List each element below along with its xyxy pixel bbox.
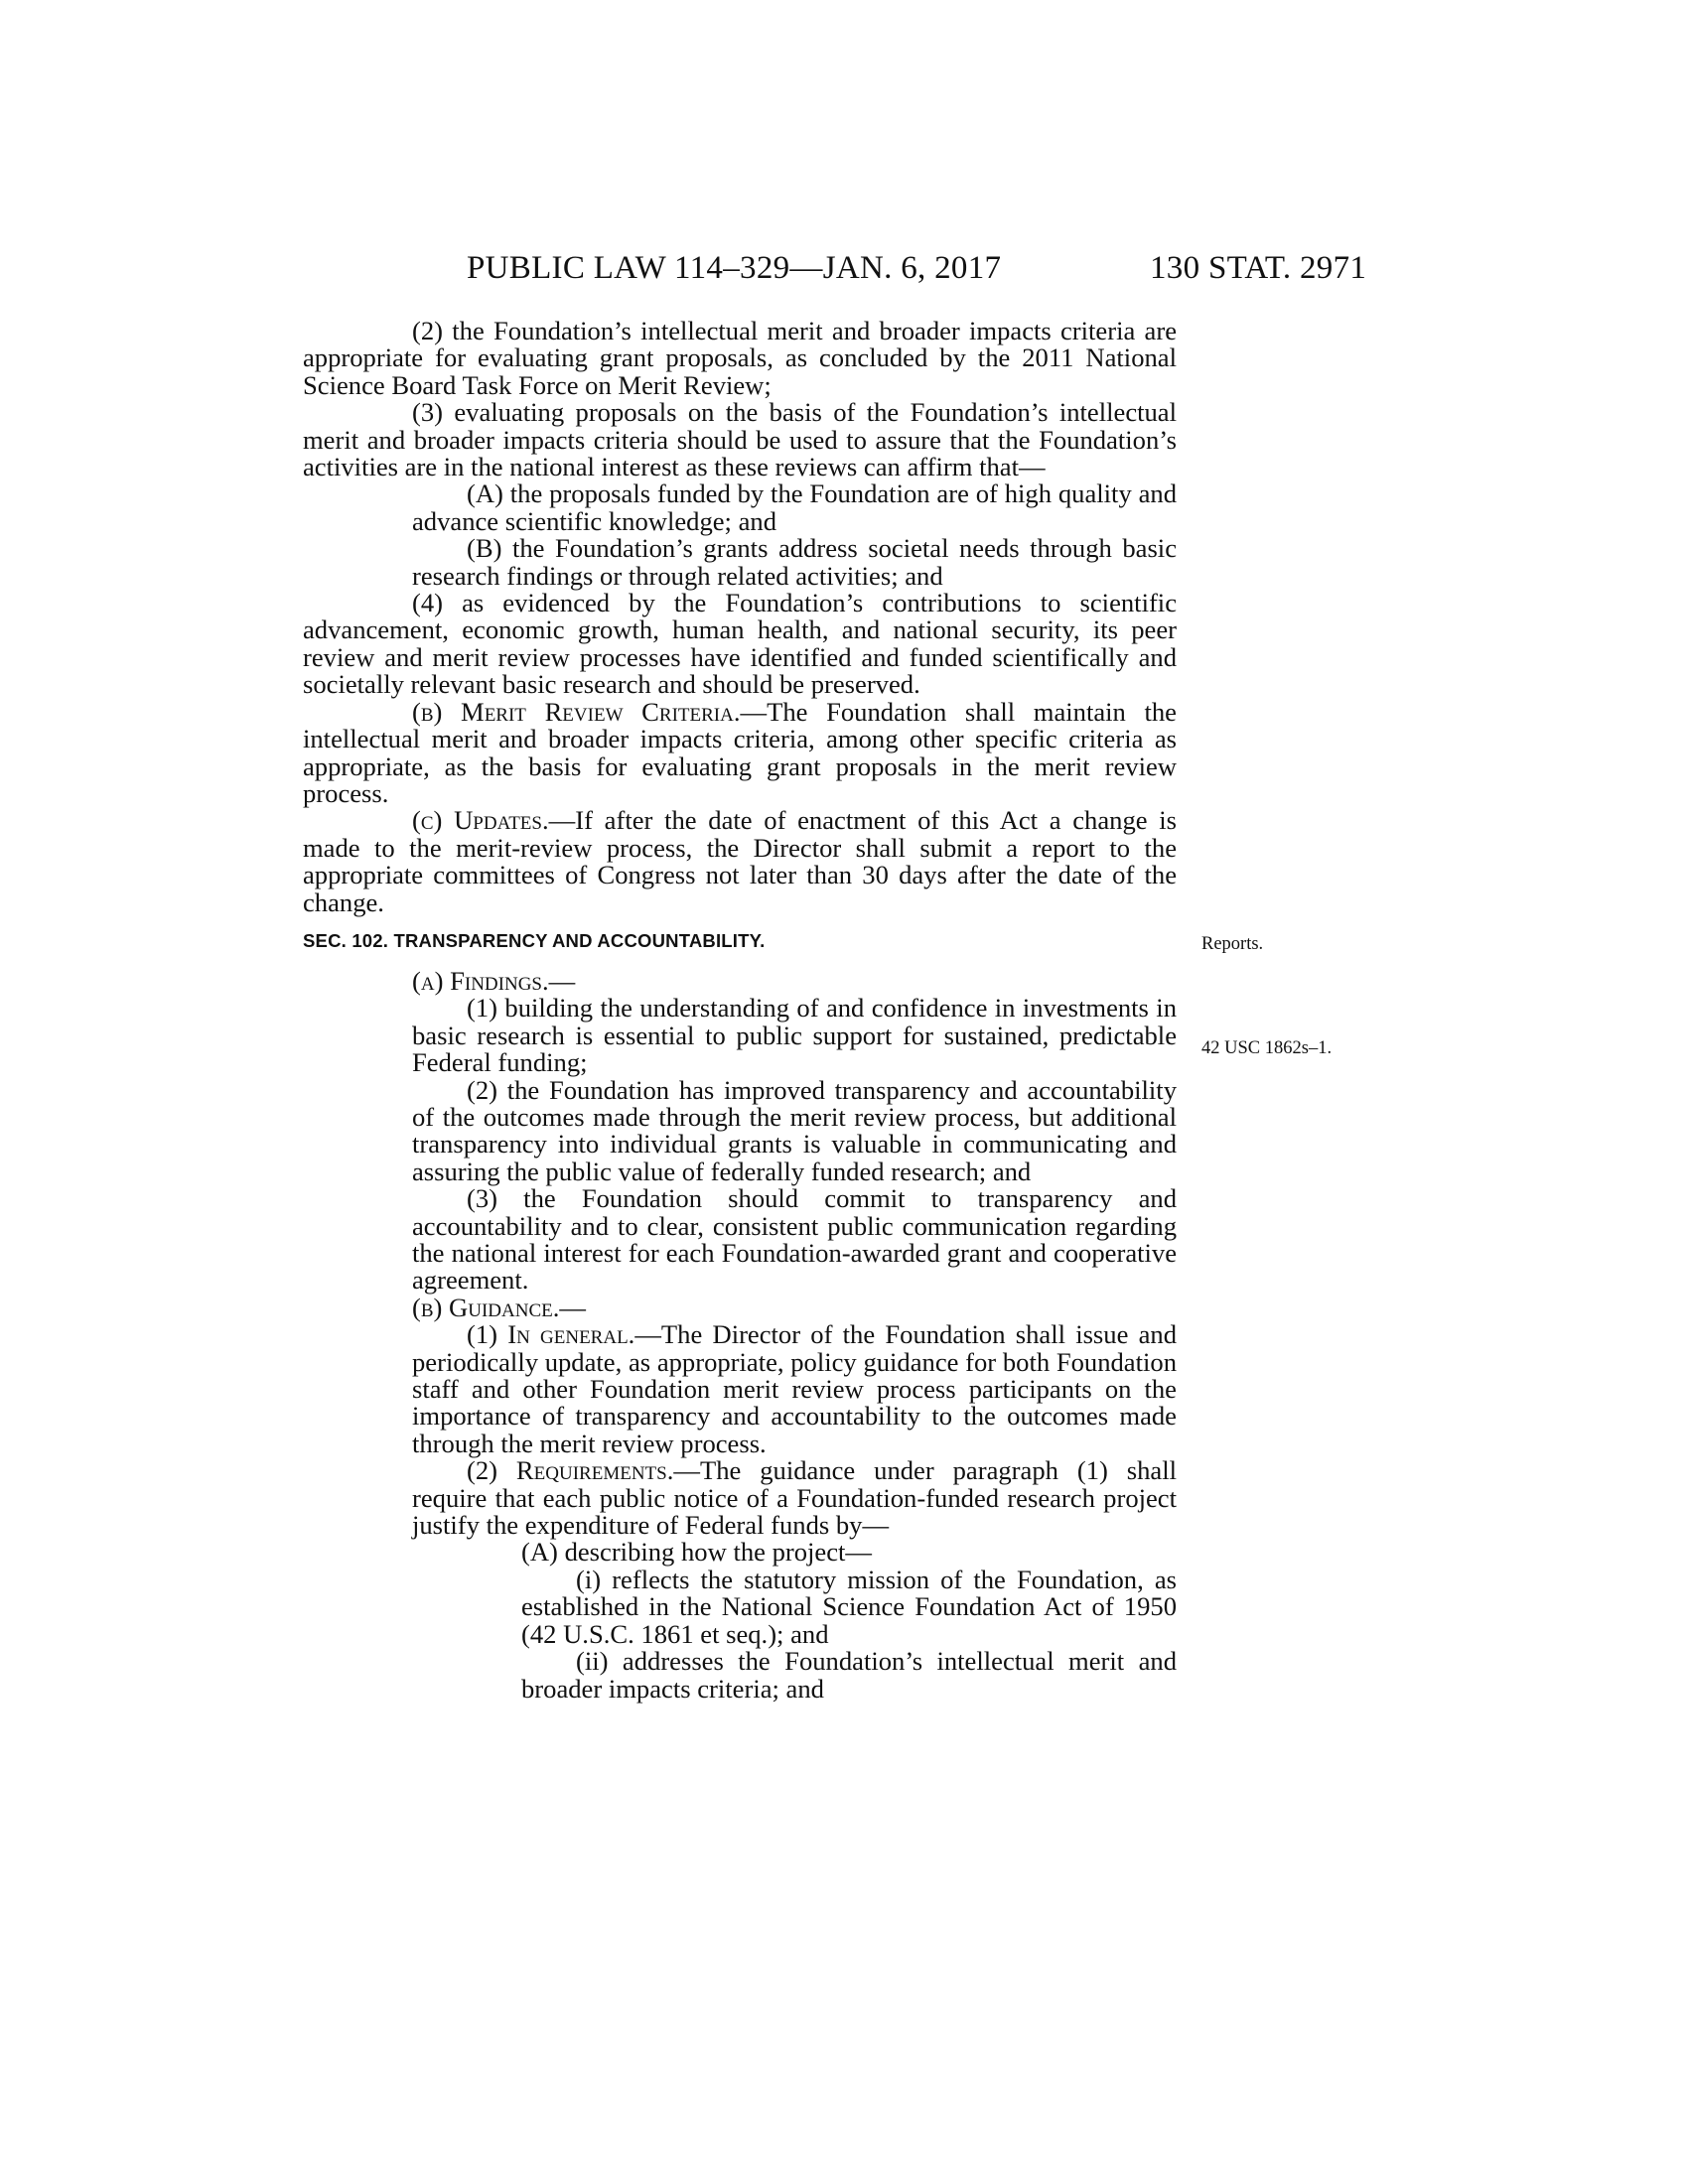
paragraph-2: (2) the Foundation’s intellectual merit and broader impacts criteria are appropriate for evaluating grant proposals, as concluded by the 2011 National Science Board Task Force on Merit Review; [303,316,1177,400]
guidance-label: (b) Guidance. [412,1292,560,1322]
guidance-2-a-ii: (ii) addresses the Foundation’s intellectual merit and broader impacts criteria; and [521,1646,1177,1704]
subsection-b-merit-review [303,696,1177,808]
guidance-2-a-i: (i) reflects the statutory mission of the Foundation, as established in the National Science Foundation Act of 1950 (42 U.S.C. 1861 et seq.); and [521,1564,1177,1649]
findings-3: (3) the Foundation should commit to transparency and accountability and to clear, consistent public communication regarding the national interest for each Foundation-awarded grant and cooperative agreement. [412,1183,1177,1296]
guidance-1-text: —The Director of the Foundation shall issue and periodically update, as appropriate, policy guidance for both Foundation staff and other Foundation merit review process participants on the importance of transparency and accountability to the outcomes made through the merit review process. [412,1319,1177,1458]
paragraph-3-a: (A) the proposals funded by the Foundation are of high quality and advance scientific knowledge; and [412,478,1177,536]
subsection-a-label: (a) Findings. [412,965,549,996]
subsection-c-text: —If after the date of enactment of this Act a change is made to the merit-review process, the Director shall submit a report to the appropriate committees of Congress not later than 30 days after the date of the change. [303,805,1177,917]
guidance-text: — [559,1292,586,1322]
page-header-stat: 130 STAT. 2971 [1150,250,1367,286]
subsection-b-guidance [303,1292,1177,1322]
subsection-c-updates [303,807,1177,916]
page-header-title: PUBLIC LAW 114–329—JAN. 6, 2017 [467,250,1002,286]
document-body [303,318,1177,1703]
guidance-2 [303,1457,1177,1539]
subsection-b-label: (b) Merit Review Criteria. [412,696,741,727]
guidance-2-text: —The guidance under paragraph (1) shall require that each public notice of a Foundation-funded research project justify the expenditure of Federal funds by— [412,1455,1178,1541]
guidance-1 [303,1321,1177,1457]
subsection-a-findings [303,965,1177,996]
guidance-2-label: (2) Requirements. [467,1455,674,1486]
paragraph-3: (3) evaluating proposals on the basis of the Foundation’s intellectual merit and broader impacts criteria should be used to assure that the Foundation’s activities are in the national interest as these reviews can affirm that— [303,397,1177,482]
margin-note-usc: 42 USC 1862s–1. [1201,1038,1333,1058]
findings-1: (1) building the understanding of and confidence in investments in basic research is essential to public support for sustained, predictable Federal funding; [412,993,1177,1078]
guidance-1-label: (1) In general. [467,1319,635,1350]
subsection-c-label: (c) Updates. [412,805,549,836]
section-heading: SEC. 102. TRANSPARENCY AND ACCOUNTABILITY. [303,929,766,951]
subsection-a-text: — [548,965,576,996]
margin-note-reports: Reports. [1201,934,1264,954]
paragraph-4: (4) as evidenced by the Foundation’s contributions to scientific advancement, economic growth, human health, and national security, its peer review and merit review processes have identified and funded scientifically and societally relevant basic research and should be preserved. [303,588,1177,700]
paragraph-3-b: (B) the Foundation’s grants address societal needs through basic research findings or through related activities; and [412,533,1177,591]
findings-2: (2) the Foundation has improved transparency and accountability of the outcomes made through the merit review process, but additional transparency into individual grants is valuable in communicating and assuring the public value of federally funded research; and [412,1074,1177,1186]
guidance-2-a: (A) describing how the project— [521,1537,873,1568]
subsection-b-text: —The Foundation shall maintain the intellectual merit and broader impacts criteria, among other specific criteria as appropriate, as the basis for evaluating grant proposals in the merit review process. [303,696,1177,808]
